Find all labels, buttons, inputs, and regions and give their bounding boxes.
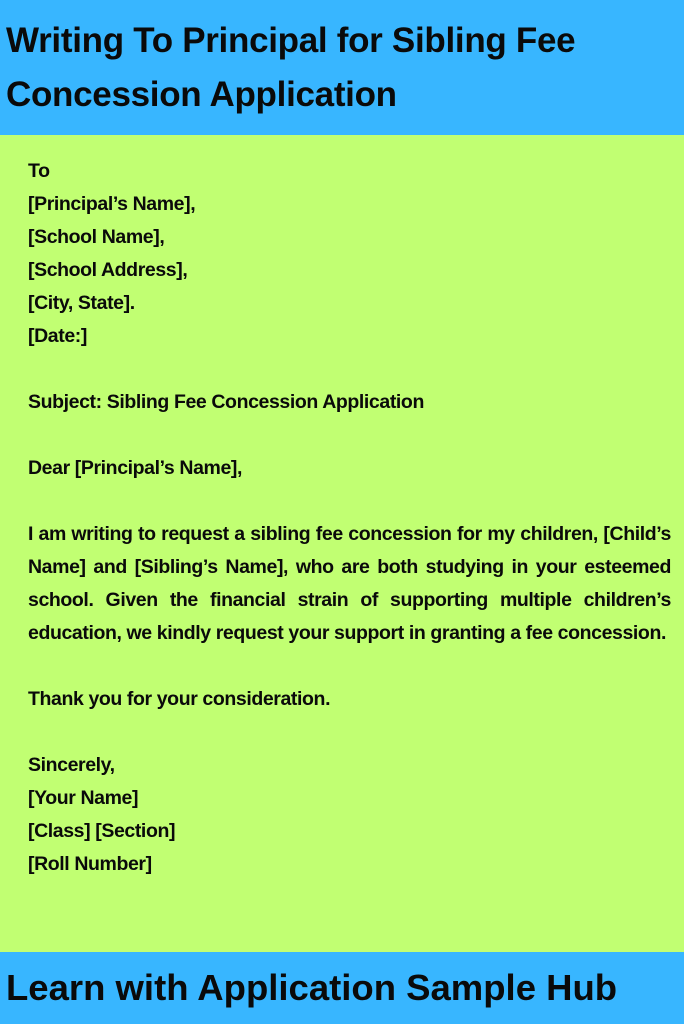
signature-class: [Class] [Section]	[28, 820, 176, 842]
signature-name: [Your Name]	[28, 787, 139, 809]
date-line: [Date:]	[28, 325, 87, 347]
address-line: [City, State].	[28, 292, 135, 314]
signature-roll: [Roll Number]	[28, 853, 152, 875]
address-line: [School Name],	[28, 226, 165, 248]
page-title: Writing To Principal for Sibling Fee Concession Application	[6, 21, 576, 114]
footer-text: Learn with Application Sample Hub	[6, 967, 618, 1008]
address-line: [Principal’s Name],	[28, 193, 196, 215]
address-line: [School Address],	[28, 259, 188, 281]
letter-body	[28, 155, 671, 881]
footer-banner	[0, 952, 684, 1024]
salutation: Dear [Principal’s Name],	[28, 457, 243, 479]
title-banner	[0, 0, 684, 135]
body-paragraph: I am writing to request a sibling fee concession for my children, [Child’s Name] and [Sibling’s Name], who are both studying in your esteemed school. Given the financial strain of supporting multiple children’s education, we kindly request your support in granting a fee concession.	[28, 523, 671, 644]
closing-line: Sincerely,	[28, 754, 115, 776]
address-line: To	[28, 160, 50, 182]
thanks-line: Thank you for your consideration.	[28, 688, 331, 710]
subject-line: Subject: Sibling Fee Concession Application	[28, 391, 424, 413]
